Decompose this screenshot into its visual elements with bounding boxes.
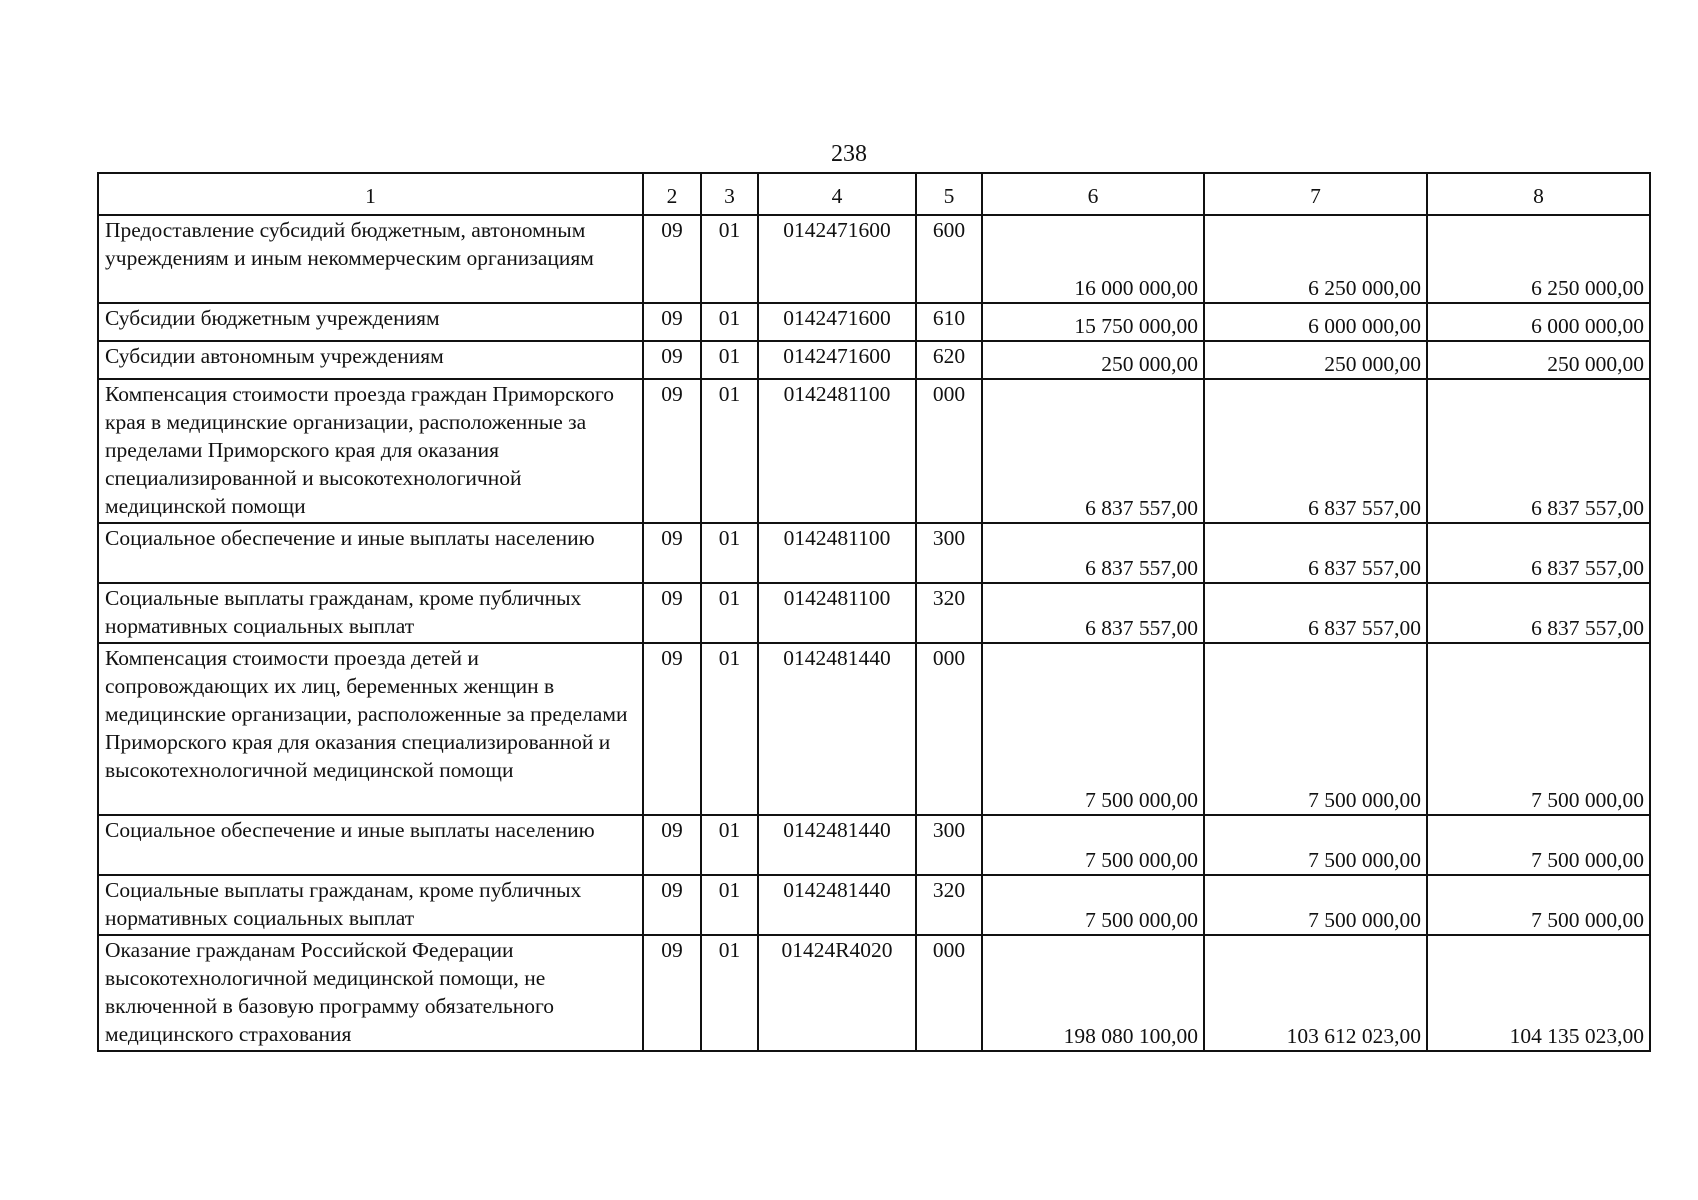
row-subsection: 01 — [701, 379, 758, 523]
row-subsection: 01 — [701, 815, 758, 875]
row-type-code: 300 — [916, 523, 982, 583]
row-type-code: 320 — [916, 583, 982, 643]
row-subsection: 01 — [701, 643, 758, 815]
row-amount-2: 7 500 000,00 — [1204, 875, 1427, 935]
row-target-code: 01424R4020 — [758, 935, 916, 1051]
row-target-code: 0142471600 — [758, 215, 916, 303]
row-subsection: 01 — [701, 523, 758, 583]
row-target-code: 0142481100 — [758, 523, 916, 583]
page-number: 238 — [831, 141, 867, 167]
row-amount-1: 7 500 000,00 — [982, 875, 1204, 935]
row-amount-3: 6 000 000,00 — [1427, 303, 1650, 341]
row-type-code: 000 — [916, 935, 982, 1051]
row-name: Компенсация стоимости проезда граждан Приморского края в медицинские организации, расположенные за пределами Приморского края для оказания специализированной и высокотехнологичной медицинской помощи — [98, 379, 643, 523]
header-cell: 7 — [1204, 173, 1427, 215]
table-header-row — [98, 173, 1650, 215]
row-amount-1: 7 500 000,00 — [982, 643, 1204, 815]
row-subsection: 01 — [701, 215, 758, 303]
row-subsection: 01 — [701, 935, 758, 1051]
row-name: Субсидии бюджетным учреждениям — [98, 303, 643, 341]
table-row — [98, 341, 1650, 379]
row-section: 09 — [643, 875, 701, 935]
header-cell: 6 — [982, 173, 1204, 215]
row-subsection: 01 — [701, 875, 758, 935]
header-cell: 4 — [758, 173, 916, 215]
row-name: Социальное обеспечение и иные выплаты населению — [98, 523, 643, 583]
row-section: 09 — [643, 379, 701, 523]
row-name: Социальные выплаты гражданам, кроме публичных нормативных социальных выплат — [98, 875, 643, 935]
row-amount-3: 6 837 557,00 — [1427, 523, 1650, 583]
row-subsection: 01 — [701, 303, 758, 341]
row-section: 09 — [643, 303, 701, 341]
row-section: 09 — [643, 583, 701, 643]
row-type-code: 610 — [916, 303, 982, 341]
row-type-code: 320 — [916, 875, 982, 935]
row-type-code: 000 — [916, 379, 982, 523]
row-section: 09 — [643, 815, 701, 875]
row-type-code: 000 — [916, 643, 982, 815]
row-subsection: 01 — [701, 583, 758, 643]
row-section: 09 — [643, 215, 701, 303]
row-amount-2: 6 837 557,00 — [1204, 379, 1427, 523]
row-section: 09 — [643, 523, 701, 583]
row-target-code: 0142481440 — [758, 875, 916, 935]
row-amount-1: 15 750 000,00 — [982, 303, 1204, 341]
row-amount-2: 6 000 000,00 — [1204, 303, 1427, 341]
row-type-code: 620 — [916, 341, 982, 379]
row-amount-2: 7 500 000,00 — [1204, 643, 1427, 815]
table-row — [98, 379, 1650, 523]
row-name: Оказание гражданам Российской Федерации высокотехнологичной медицинской помощи, не включенной в базовую программу обязательного медицинского страхования — [98, 935, 643, 1051]
row-amount-3: 6 837 557,00 — [1427, 583, 1650, 643]
row-subsection: 01 — [701, 341, 758, 379]
row-section: 09 — [643, 643, 701, 815]
row-amount-1: 6 837 557,00 — [982, 583, 1204, 643]
row-amount-1: 7 500 000,00 — [982, 815, 1204, 875]
table-row — [98, 303, 1650, 341]
header-cell: 3 — [701, 173, 758, 215]
row-target-code: 0142481440 — [758, 643, 916, 815]
table-row — [98, 815, 1650, 875]
table-row — [98, 215, 1650, 303]
row-type-code: 300 — [916, 815, 982, 875]
table-row — [98, 643, 1650, 815]
row-name: Социальные выплаты гражданам, кроме публичных нормативных социальных выплат — [98, 583, 643, 643]
header-cell: 8 — [1427, 173, 1650, 215]
row-section: 09 — [643, 341, 701, 379]
header-cell: 5 — [916, 173, 982, 215]
row-amount-3: 104 135 023,00 — [1427, 935, 1650, 1051]
row-name: Предоставление субсидий бюджетным, автономным учреждениям и иным некоммерческим организациям — [98, 215, 643, 303]
row-amount-2: 103 612 023,00 — [1204, 935, 1427, 1051]
row-amount-2: 6 837 557,00 — [1204, 583, 1427, 643]
row-target-code: 0142471600 — [758, 303, 916, 341]
row-name: Компенсация стоимости проезда детей и сопровождающих их лиц, беременных женщин в медицинские организации, расположенные за пределами Приморского края для оказания специализированной и высокотехнологичной медицинской помощи — [98, 643, 643, 815]
row-section: 09 — [643, 935, 701, 1051]
row-amount-3: 7 500 000,00 — [1427, 643, 1650, 815]
row-amount-1: 250 000,00 — [982, 341, 1204, 379]
table-row — [98, 523, 1650, 583]
table-row — [98, 875, 1650, 935]
row-amount-1: 16 000 000,00 — [982, 215, 1204, 303]
row-target-code: 0142481440 — [758, 815, 916, 875]
row-amount-3: 7 500 000,00 — [1427, 815, 1650, 875]
row-target-code: 0142481100 — [758, 379, 916, 523]
header-cell: 1 — [98, 173, 643, 215]
row-amount-2: 7 500 000,00 — [1204, 815, 1427, 875]
budget-table — [97, 172, 1651, 1052]
row-amount-1: 6 837 557,00 — [982, 523, 1204, 583]
row-amount-1: 6 837 557,00 — [982, 379, 1204, 523]
row-amount-2: 6 250 000,00 — [1204, 215, 1427, 303]
row-type-code: 600 — [916, 215, 982, 303]
row-amount-3: 7 500 000,00 — [1427, 875, 1650, 935]
row-amount-3: 6 250 000,00 — [1427, 215, 1650, 303]
row-amount-2: 250 000,00 — [1204, 341, 1427, 379]
row-target-code: 0142471600 — [758, 341, 916, 379]
row-amount-3: 250 000,00 — [1427, 341, 1650, 379]
row-amount-2: 6 837 557,00 — [1204, 523, 1427, 583]
header-cell: 2 — [643, 173, 701, 215]
row-amount-1: 198 080 100,00 — [982, 935, 1204, 1051]
table-row — [98, 583, 1650, 643]
row-amount-3: 6 837 557,00 — [1427, 379, 1650, 523]
table-row — [98, 935, 1650, 1051]
row-target-code: 0142481100 — [758, 583, 916, 643]
row-name: Субсидии автономным учреждениям — [98, 341, 643, 379]
row-name: Социальное обеспечение и иные выплаты населению — [98, 815, 643, 875]
